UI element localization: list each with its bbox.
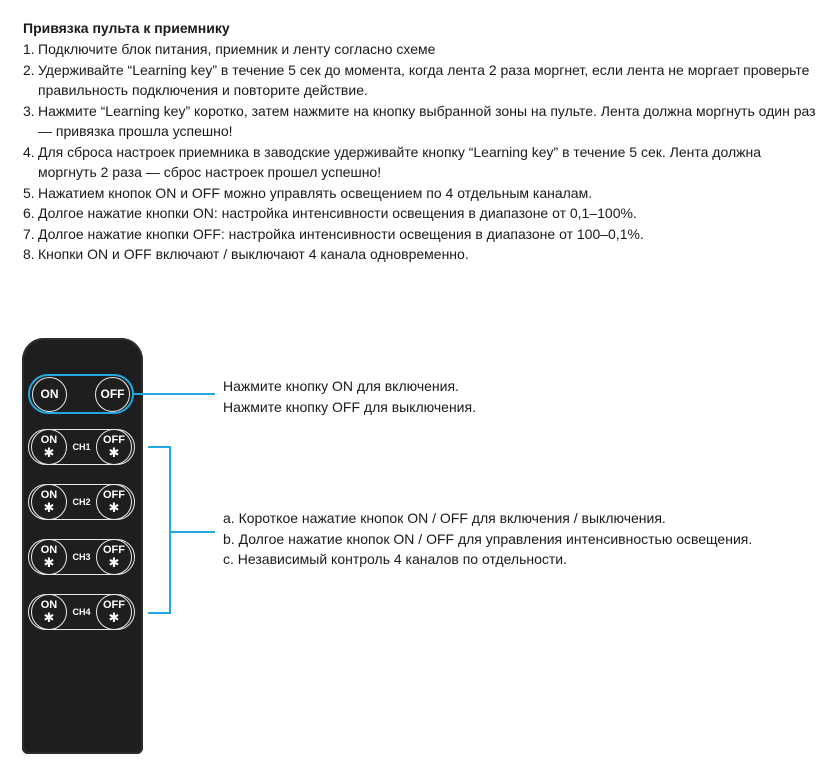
step-text: Удерживайте “Learning key” в течение 5 сек до момента, когда лента 2 раза моргнет, если лента не моргает проверьте правильность подключения и повторите действие. <box>38 61 810 98</box>
instructions-section <box>23 18 823 265</box>
channels-callout-a: a. Короткое нажатие кнопок ON / OFF для включения / выключения. <box>223 510 666 526</box>
main-callout-line-2: Нажмите кнопку OFF для выключения. <box>223 398 476 415</box>
main-off-button[interactable] <box>95 377 130 412</box>
ch4-on-button[interactable] <box>31 594 67 630</box>
channels-callout-b: b. Долгое нажатие кнопок ON / OFF для управления интенсивностью освещения. <box>223 530 753 547</box>
on-label: ON <box>40 434 58 446</box>
step-text: Подключите блок питания, приемник и ленту согласно схеме <box>38 41 436 57</box>
asterisk-icon: ✱ <box>108 500 120 515</box>
asterisk-icon: ✱ <box>43 610 55 625</box>
channel-4-button-group <box>28 594 135 630</box>
ch3-off-button[interactable] <box>96 539 132 575</box>
list-item <box>23 224 823 245</box>
step-number: 8. <box>23 246 35 262</box>
list-item <box>23 60 823 101</box>
channel-label: CH3 <box>72 552 91 562</box>
ch2-on-button[interactable] <box>31 484 67 520</box>
channel-label: CH1 <box>72 442 91 452</box>
bracket-vertical <box>169 446 171 614</box>
asterisk-icon: ✱ <box>108 610 120 625</box>
off-label: OFF <box>103 434 125 446</box>
bracket-connector <box>169 531 215 533</box>
step-text: Долгое нажатие кнопки ON: настройка интенсивности освещения в диапазоне от 0,1–100%. <box>38 205 637 221</box>
list-item <box>23 39 823 60</box>
step-number: 3. <box>23 102 35 119</box>
channel-3-button-group <box>28 539 135 575</box>
step-text: Нажмите “Learning key” коротко, затем нажмите на кнопку выбранной зоны на пульте. Лента должна моргнуть один раз — привязка прошла успешно! <box>38 102 816 139</box>
ch1-on-button[interactable] <box>31 429 67 465</box>
step-text: Для сброса настроек приемника в заводские удерживайте кнопку “Learning key” в течение 5 сек. Лента должна моргнуть 2 раза — сброс настроек прошел успешно! <box>38 143 761 180</box>
on-label: ON <box>40 489 58 501</box>
on-label: ON <box>40 599 58 611</box>
asterisk-icon: ✱ <box>43 500 55 515</box>
main-callout <box>223 376 476 417</box>
list-item <box>23 244 823 265</box>
asterisk-icon: ✱ <box>43 445 55 460</box>
channel-1-button-group <box>28 429 135 465</box>
list-item <box>23 203 823 224</box>
step-text: Кнопки ON и OFF включают / выключают 4 канала одновременно. <box>38 246 469 262</box>
instructions-list <box>23 39 823 265</box>
channels-callout-c: c. Независимый контроль 4 каналов по отдельности. <box>223 551 568 567</box>
step-number: 2. <box>23 61 35 78</box>
step-number: 1. <box>23 41 35 57</box>
step-text: Долгое нажатие кнопки OFF: настройка интенсивности освещения в диапазоне от 100–0,1%. <box>38 225 644 242</box>
channels-callout <box>223 508 752 570</box>
main-button-group <box>28 374 134 414</box>
asterisk-icon: ✱ <box>108 445 120 460</box>
ch3-on-button[interactable] <box>31 539 67 575</box>
remote-control <box>22 338 143 754</box>
channel-2-button-group <box>28 484 135 520</box>
ch1-off-button[interactable] <box>96 429 132 465</box>
bracket-top <box>148 446 171 448</box>
ch4-off-button[interactable] <box>96 594 132 630</box>
off-label: OFF <box>103 599 125 611</box>
asterisk-icon: ✱ <box>108 555 120 570</box>
ch2-off-button[interactable] <box>96 484 132 520</box>
main-on-button[interactable] <box>32 377 67 412</box>
step-number: 4. <box>23 143 35 160</box>
list-item <box>23 142 823 183</box>
off-label: OFF <box>103 544 125 556</box>
list-item <box>23 183 823 204</box>
on-label: ON <box>40 387 59 401</box>
off-label: OFF <box>103 489 125 501</box>
step-number: 7. <box>23 225 35 242</box>
step-text: Нажатием кнопок ON и OFF можно управлять освещением по 4 отдельным каналам. <box>38 184 593 201</box>
channel-label: CH2 <box>72 497 91 507</box>
channel-label: CH4 <box>72 607 91 617</box>
step-number: 5. <box>23 184 35 201</box>
main-callout-connector <box>133 393 215 395</box>
bracket-bottom <box>148 612 171 614</box>
main-callout-line-1: Нажмите кнопку ON для включения. <box>223 378 459 394</box>
instructions-title: Привязка пульта к приемнику <box>23 20 230 36</box>
step-number: 6. <box>23 205 35 221</box>
off-label: OFF <box>100 387 125 401</box>
asterisk-icon: ✱ <box>43 555 55 570</box>
list-item <box>23 101 823 142</box>
on-label: ON <box>40 544 58 556</box>
